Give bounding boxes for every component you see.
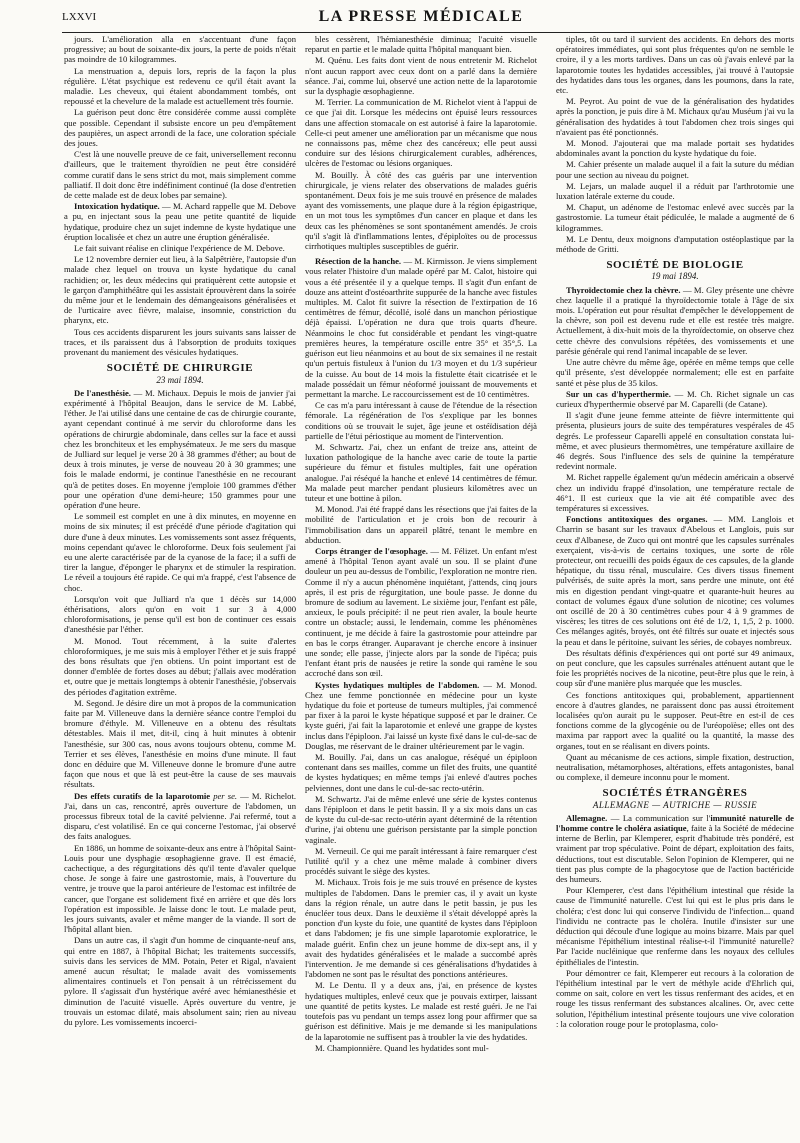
header-rule [62, 32, 780, 33]
paragraph: Il s'agit d'une jeune femme atteinte de fièvre intermittente qui présenta, plusieurs jours de suite des températures vespérales de 45 degrés. Le professeur Caparelli appelé en consultation constata lui-même, et avec plusieurs thermomètres, une température axillaire de 46 degrés. Sous l'influence des sels de quinine la température redevint normale. [556, 410, 794, 472]
paragraph-text: — La communication sur l' [610, 812, 711, 823]
paragraph: M. Championnière. Quand les hydatides sont mul- [315, 1042, 489, 1053]
paragraph: M. Terrier. La communication de M. Richelot vient à l'appui de ce que j'ai dit. Lorsque les médecins ont épuisé leurs ressources dans une affection stomacale on est autorisé à faire la laparotomie. Celle-ci peut amener une amélioration par un mécanisme que nous ne connaissons pas, même chez des cancéreux; elle peut aussi conduire sur des lésions chirurgicalement curables, adhérences, ulcères de l'estomac ou lésions organiques. [305, 97, 537, 169]
paragraph: M. Bouilly. J'ai, dans un cas analogue, réséqué un épiploon contenant dans ses mailles, comme un filet des fruits, une quantité de kystes hydatiques; en même temps j'ai enlevé d'autres poches pelviennes, dont une dans le cul-de-sac recto-utérin. [305, 752, 537, 793]
paragraph: M. Schwartz. J'ai de même enlevé une série de kystes contenus dans l'épiploon et dans le petit bassin. Il y a six mois dans un cas de kyste du cul-de-sac recto-utérin ayant déterminé de la rétention d'urine, j'ai obtenu une guérison persistante par la simple ponction vaginale. [305, 793, 537, 845]
paragraph: Pour Klemperer, c'est dans l'épithélium intestinal que réside la cause de l'immunité naturelle. C'est lui qui est le plus pris dans le choléra; c'est donc lui qui conserve l'individu de l'infection... quand l'individu ne contracte pas le choléra. Inutile d'insister sur une déduction qui découle d'une logique au moins bizarre. Mais par quel mécanisme l'épithélium intestinal réalise-t-il l'immunité naturelle? Par l'acide nucléinique que renferme dans les noyaux des cellules épithéliales de l'intestin. [556, 885, 794, 967]
paragraph [556, 514, 794, 647]
paragraph-text: — M. Richelot. J'ai, dans un cas, rencontré, après ouverture de l'abdomen, un processus fibreux total de la cavité pelvienne. J'ai refermé, tout a disparu, c'est volatilisé. En ce qui concerne l'estomac, j'ai observé des faits analogues. [64, 790, 296, 842]
paragraph-text: — M. Ch. Richet signale un cas curieux d'hyperthermie observé par M. Caparelli (de Catane). [556, 388, 794, 409]
section-date: 23 mai 1894. [156, 374, 204, 385]
paragraph: bles cessèrent, l'hémianesthésie diminua; l'acuité visuelle reparut en partie et le malade quitta l'hôpital manquant bien. [305, 34, 537, 55]
paragraph [556, 813, 794, 884]
paragraph: Des résultats définis d'expériences qui ont porté sur 49 animaux, on peut conclure, que les capsules surrénales atténuent autant que le foie les propriétés nocives de la nicotine, peut-être plus que le rein, à coup sûr d'une manière plus marquée que les muscles. [556, 647, 794, 689]
paragraph: M. Chaput, un adénome de l'estomac enlevé avec succès par la gastrostomie. La tumeur était pédiculée, le malade a augmenté de 6 kilogrammes. [556, 202, 794, 233]
paragraph [64, 201, 296, 242]
paragraph: Dans un autre cas, il s'agit d'un homme de cinquante-neuf ans, qui entre en 1887, à l'hôpital Bichat; les traitements successifs, suivis dans les services de MM. Potain, Peter et Rigal, n'avaient amené aucun résultat; le malade avait des vomissements alimentaires continuels et l'on pensait à un rétrécissement du pylore. Il s'agissait d'un hystérique avéré avec hémianesthésie et diminution de l'acuité visuelle. Après ouverture du ventre, je trouvais un estomac dilaté, mais absolument sain; rien au niveau du pylore. Les vomissements incoerci- [64, 935, 296, 1028]
paragraph: M. Peyrot. Au point de vue de la généralisation des hydatides après la ponction, je puis dire à M. Michaux qu'au Muséum j'ai vu la généralisation des hydatides à tout l'abdomen chez trois singes qui n'avaient pas été ponctionnés. [556, 96, 794, 137]
paragraph-text: — M. Michaux. Depuis le mois de janvier j'ai expérimenté à l'hôpital Beaujon, dans le service de M. Labbé, l'éther. Je l'ai utilisé dans une centaine de cas de chirurgie courante, ayant cependant continué à me servir du chloroforme dans les opérations de chirurgie abdominale, dans celles sur la face et aussi chez les bronchiteux et les emphysémateux. Je me sers du masque de Julliard sur lequel je verse 20 à 38 grammes d'éther; au bout de deux à trois minutes, je verse de nouveau 20 à 30 grammes; une fois le malade endormi, je continue l'anesthésie en ne recourant qu'à de petites doses. En moyenne j'emploie 100 grammes d'éther pour une opération d'une demi-heure; 150 grammes pour une opération d'une heure. [64, 387, 296, 510]
paragraph [556, 285, 794, 356]
section-title: SOCIÉTÉS ÉTRANGÈRES [602, 787, 748, 800]
paragraph: M. Monod. J'ai été frappé dans les résections que j'ai faites de la mobilité de l'articulation et je crois bon de recourir à l'immobilisation dans un appareil plâtré, tenant le membre en abduction. [305, 504, 537, 545]
article-heading: immunité naturelle de l'homme contre le choléra asiatique [556, 812, 794, 834]
paragraph-text: — M. Kirmisson. Je viens simplement vous relater l'histoire d'un malade opéré par M. Calot, histoire qui vous a été présentée il y a quelque temps. Il s'agit d'un enfant de douze ans atteint d'ostéoarthrite suppurée de la hanche avec fistules multiples. M. Calot fit suivre la résection de l'extirpation de 16 centimètres de fémur, décollé, isolé dans un manchon périostique déjà épaissi. L'opération ne dura que trois quarts d'heure. Néanmoins le choc fut considérable et pendant les vingt-quatre premières heures, la température oscille entre 35° et 35°,5. La guérison eut lieu néanmoins et au bout de six semaines il ne restait qu'un pertuis fistuleux à l'union du 1/3 moyen et du 1/3 supérieur de la cuisse. Au bout de 14 mois la fistulette était cicatrisée et le malade possédait un fémur néoformé jouissant de mouvements et permettant la marche. Le raccourcissement est de 10 centimètres. [305, 256, 537, 399]
paragraph [305, 546, 537, 679]
column-2 [305, 34, 537, 1139]
paragraph: La guérison peut donc être considérée comme aussi complète que possible. Cependant il subsiste encore un peu d'empâtement des paupières, un aspect arrondi de la face, une coloration spéciale des joues. [64, 107, 296, 149]
paragraph-text: — MM. Langlois et Charrin se basant sur les travaux d'Abelous et Langlois, puis sur ceux d'Albanese, de Zuco qui ont montré que les capsules surrénales exerçaient, vis-à-vis de certains toxiques, une sorte de rôle protecteur, ont recueilli des poids égaux de ces capsules, de la glande hépatique, du tissu rénal, musculaire. Ces divers tissus finement pulvérisés, de suite après la mort, sans perdre une minute, ont été mis en digestion pendant vingt-quatre et quarante-huit heures au contact de volumes égaux d'une solution de nicotine; ces volumes ont oscillé de 20 à 30 centimètres cubes pour 4 à 9 grammes de viscères; les titres de ces solutions ont été de 1/2, 1, 1,5, 2 p. 1000. Ces mélanges agités, broyés, ont été filtrés sur ouate et injectés sous la peau et dans le péritoine, suivant les séries, de cobayes nombreux. [556, 514, 794, 647]
article-heading: Résection de la hanche. [315, 256, 402, 267]
article-heading: Corps étranger de l'œsophage. [315, 545, 428, 556]
section-date: 19 mai 1894. [651, 271, 699, 282]
paragraph: M. Segond. Je désire dire un mot à propos de la communication faite par M. Villeneuve dans la dernière séance contre l'emploi du bromure d'éthyle. M. Villeneuve en a obtenu des résultats détestables. Mais il met, dit-il, cinq à huit minutes à obtenir l'anesthésie, sur 300 cas, nous avons toujours obtenu, comme M. Terrier et ses élèves, l'anesthésie en moins d'une minute. Il faut donc en déduire que M. Villeneuve donne le bromure d'une autre façon que nous et que là est peut-être la cause de ses mauvais résultats. [64, 697, 296, 790]
article-heading: Fonctions antitoxiques des organes. [566, 514, 708, 525]
paragraph: Tous ces accidents disparurent les jours suivants sans laisser de traces, et ils paraissent dus à l'absorption de produits toxiques provenant du maniement des vésicules hydatiques. [64, 326, 296, 358]
page-number: LXXVI [62, 11, 97, 23]
paragraph: M. Bouilly. À côté des cas guéris par une intervention chirurgicale, je viens relater des observations de malades guéris spontanément. Deux fois je me suis trouvé en présence de malades ayant des vomissements, une plaque dure à la région épigastrique, en un mot tous les symptômes d'un cancer en plaque et dans les deux cas les phénomènes se sont spontanément amendés. Je crois qu'il s'agit là d'inflammations lentes, d'épiploïtes ou de processus cirrhotiques multiples susceptibles de guérir. [305, 169, 537, 252]
paragraph: Le 12 novembre dernier eut lieu, à la Salpêtrière, l'autopsie d'un malade chez lequel on trouva un kyste hydatique du canal rachidien; or, les deux médecins qui pratiquèrent cette autopsie et le garçon d'amphithéâtre qui les assistait éprouvèrent dans la soirée du même jour et le lendemain des démangeaisons généralisées et de l'urticaire avec fièvre, malaise, insomnie, constriction du pharynx, etc. [64, 254, 296, 326]
section-subtitle: ALLEMAGNE — AUTRICHE — RUSSIE [592, 799, 758, 810]
heading-italic: per se. [213, 790, 238, 801]
paragraph: Lorsqu'on voit que Julliard n'a que 1 décès sur 14,000 éthérisations, alors qu'on en voit 1 sur 3 à 4,000 chloroformisations, je pense qu'il est bon de continuer ces essais d'anesthésie par l'éther. [64, 593, 296, 635]
paragraph [64, 791, 296, 842]
paragraph: En 1886, un homme de soixante-deux ans entre à l'hôpital Saint-Louis pour une dysphagie œsophagienne grave. Il est émacié, cachectique, a des régurgitations dès qu'il tente d'avaler quelque chose. Je songe à faire une gastrostomie, mais, à l'ouverture du ventre, je trouve que la paroi antérieure de l'estomac est infiltrée de cancer, que l'organe est solidement fixé en arrière et que dès lors l'opération est impossible. Je laisse donc le tout. Le malade peut, les jours suivants, avaler et même manger de la viande. Il sort de l'hôpital allant bien. [64, 842, 296, 935]
page-header [62, 8, 780, 28]
paragraph [64, 388, 296, 510]
article-heading: Des effets curatifs de la laparotomie [74, 790, 211, 801]
paragraph [305, 256, 537, 399]
paragraph-text: — M. Achard rappelle que M. Debove a pu, en injectant sous la peau une petite quantité de liquide hydatique, produire chez un sujet indemne de kyste hydatique une éruption localisée et chez un autre une éruption généralisée. [64, 201, 296, 242]
paragraph: M. Verneuil. Ce qui me paraît intéressant à faire remarquer c'est l'utilité qu'il y a chez une même malade à combiner divers procédés suivant le siège des kystes. [305, 845, 537, 877]
paragraph: M. Monod. J'ajouterai que ma malade portait ses hydatides abdominales avant la ponction du kyste hydatique du foie. [556, 138, 794, 159]
paragraph: Pour démontrer ce fait, Klemperer eut recours à la coloration de l'épithélium intestinal par le vert de méthyle acide d'Ehrlich qui, comme on sait, colore en vert les tissus renfermant des acides, et en rouge les tissus renfermant des substances alcalines. Or, avec cette solution, l'épithélium intestinal présente toujours une vive coloration : la coloration rouge pour le protoplasma, colo- [556, 967, 794, 1029]
paragraph: C'est là une nouvelle preuve de ce fait, universellement reconnu d'ailleurs, que le traitement thyroïdien ne peut être considéré comme curatif dans le sens strict du mot, mais simplement comme palliatif. Il doit donc être indéfiniment continué (la dose d'entretien de cette malade est de deux lobes par semaine). [64, 149, 296, 201]
paragraph: Le fait suivant réalise en clinique l'expérience de M. Debove. [74, 243, 285, 254]
paragraph-text: , faite à la Société de médecine interne de Berlin, par Klemperer, esprit d'habitude très pondéré, est vraiment par trop spéculative. Point de départ, exploitation des faits, déductions, tout est discutable. Selon l'opinion de Klemperer, qui ne tient pas plus compte de la phagocytose que de l'action bactéricide des humeurs. [556, 823, 794, 885]
column-3 [556, 34, 794, 1139]
column-1 [64, 34, 296, 1139]
section-title: SOCIÉTÉ DE CHIRURGIE [106, 362, 254, 375]
paragraph-text: — M. Gley présente une chèvre chez laquelle il a pratiqué la thyroïdectomie totale à l'âge de six mois. L'opération eut pour résultat d'empêcher le développement de la chèvre, son poil est devenu rude et elle est restée très maigre. Actuellement, à dix-huit mois de la thyroïdectomie, on observe chez cette chèvre des convulsions répétées, des vomissements et une parésie générale qui rend l'animal incapable de se lever. [556, 284, 794, 356]
paragraph-text: — M. Monod. Chez une femme ponctionnée en médecine pour un kyste hydatique du foie et porteuse de tumeurs multiples, j'ai commencé par fixer à la paroi le kyste hépatique supposé et par le drainer. Ce kyste guéri, j'ai fait la laparotomie et enlevé une grappe de kystes inclus dans l'épiploon. J'ai laissé un kyste fixé dans le cul-de-sac de Douglas, me réservant de le drainer ultérieurement par le vagin. [305, 679, 537, 751]
article-heading: Sur un cas d'hyperthermie. [566, 388, 671, 399]
paragraph: M. Richet rappelle également qu'un médecin américain a observé chez un individu frappé d'insolation, une température rectale de 46°1. Il est curieux que la vie ait été compatible avec des températures si excessives. [556, 472, 794, 513]
article-heading: Kystes hydatiques multiples de l'abdomen. [315, 679, 480, 690]
paragraph: M. Le Dentu, deux moignons d'amputation ostéoplastique par la méthode de Gritti. [556, 233, 794, 255]
article-heading: Thyroïdectomie chez la chèvre. [566, 284, 681, 295]
paragraph: Ce cas m'a paru intéressant à cause de l'étendue de la résection fémorale. La régénération de l'os s'explique par les bonnes conditions où se trouvait le sujet, âge jeune et ostéïdisation déjà partielle de l'étui périostique au moment de l'intervention. [305, 400, 537, 441]
section-title: SOCIÉTÉ DE BIOLOGIE [606, 259, 744, 272]
paragraph: M. Le Dentu. Il y a deux ans, j'ai, en présence de kystes hydatiques multiples, enlevé ceux que je pouvais extirper, laissant une quantité de petits kystes. Le malade est resté guéri. Je ne l'ai toutefois pas vu pendant un temps assez long pour affirmer que sa guérison est définitive. Mais je me demande si les manipulations de la laparotomie ne suffisent pas à troubler la vie des hydatides. [305, 980, 537, 1042]
journal-title: LA PRESSE MÉDICALE [318, 8, 524, 25]
article-heading: De l'anesthésie. [74, 387, 131, 398]
paragraph: Ces fonctions antitoxiques qui, probablement, appartiennent encore à d'autres glandes, ne paraissent donc pas aussi étroitement localisées qu'on aurait pu le supposer. Peut-être en est-il de ces fonctions comme de la glycogénie ou de l'uréopoïèse; elles ont des maxima par rapport avec la qualité ou la quantité, la masse des organes, tout en se réalisant en divers points. [556, 689, 794, 751]
paragraph: M. Monod. Tout récemment, à la suite d'alertes chloroformiques, je me suis mis à employer l'éther et je suis frappé des bons résultats que j'en obtiens. Un point important est de donner d'emblée de fortes doses au début; j'allais avec modération et, outre que je mettais longtemps à obtenir l'anesthésie, j'observais des périodes d'agitation extrême. [64, 635, 296, 697]
paragraph: M. Quénu. Les faits dont vient de nous entretenir M. Richelot n'ont aucun rapport avec ceux dont on a parlé dans la dernière séance. J'ai, comme lui, observé une action nette de la laparotomie sur la dysphagie œsophagienne. [305, 55, 537, 97]
paragraph: M. Cahier présente un malade auquel il a fait la suture du médian pour une section au niveau du poignet. [556, 159, 794, 180]
paragraph: M. Schwartz. J'ai, chez un enfant de treize ans, atteint de luxation pathologique de la hanche avec carie de toute la partie supérieure du fémur et fistules multiples, fait une opération analogue. J'ai réséqué la hanche et enlevé 14 centimètres de fémur. Ma malade peut marcher pendant plusieurs kilomètres avec un tuteur et une bottine à pilon. [305, 441, 537, 503]
paragraph: Le sommeil est complet en une à dix minutes, en moyenne en moins de six minutes; il est précédé d'une période d'agitation qui dure d'une à deux minutes. Les vomissements sont assez fréquents, moins cependant qu'avec le chloroforme. Deux fois seulement j'ai eu une alerte caractérisée par de la cyanose de la face; il a suffi de tirer la langue, d'éponger le pharynx et de stimuler la respiration. Le réveil a toujours été rapide. Ce qui m'a frappé, c'est l'absence de choc. [64, 511, 296, 593]
paragraph: La menstruation a, depuis lors, repris de la façon la plus régulière. L'état psychique est redevenu ce qu'il était avant la maladie. Les cheveux, qui étaient abondamment tombés, ont repoussé et la chevelure de la malade est actuellement très fournie. [64, 65, 296, 107]
paragraph: Quant au mécanisme de ces actions, simple fixation, destruction, neutralisation, métamorphoses, altérations, effets antagonistes, banal ou complexe, il demeure inconnu pour le moment. [556, 751, 794, 783]
paragraph-text: — M. Félizet. Un enfant m'est amené à l'hôpital Tenon ayant avalé un sou. Il se plaint d'une douleur un peu au-dessus de l'ombilic, l'exploration ne montre rien. Comme il n'y a aucun phénomène inquiétant, j'attends, cinq jours après, il est pris de régurgitation, une boule passe. Je donne du bromure de sodium au lavement. Le sixième jour, l'enfant est pâle, anxieux, le pouls précipité: il ne peut rien avaler, la boule heurte contre un obstacle; aussi, le lendemain, comme les phénomènes continuent, je me décide à faire la gastrostomie pour atteindre par en bas le corps étranger. Auparavant je cherche encore à insinuer une sonde; elle passe, j'injecte alors par la sonde de l'ipéca; puis l'enfant étant pris de nausées je retire la sonde qui ramène le sou accroché dans son œil. [305, 545, 537, 679]
paragraph: M. Lejars, un malade auquel il a réduit par l'arthrotomie une luxation latérale externe du coude. [556, 180, 794, 202]
paragraph: jours. L'amélioration alla en s'accentuant d'une façon progressive; au bout de soixante-dix jours, la perte de poids n'était pas moindre de 10 kilogrammes. [64, 34, 296, 65]
paragraph [305, 680, 537, 751]
article-heading: Intoxication hydatique. [74, 201, 160, 212]
country-heading: Allemagne. [566, 812, 608, 823]
paragraph: M. Michaux. Trois fois je me suis trouvé en présence de kystes multiples de l'abdomen. Dans le premier cas, il y avait un kyste dans la région rénale, un autre dans le petit bassin, je pus les énucléer tous deux. Dans le deuxième il s'était développé après la ponction d'un kyste du foie, une quantité de kystes dans l'épiploon et dans l'abdomen; je fis une simple laparotomie exploratrice, le malade guérit. Enfin chez un jeune homme de dix-sept ans, il y avait des hydatides généralisées et le malade a succombé après l'intervention. Je me demande si ces généralisations d'hydatides à l'abdomen ne sont pas le résultat des ponctions antérieures. [305, 877, 537, 980]
paragraph [556, 389, 794, 409]
paragraph: tiples, tôt ou tard il survient des accidents. En dehors des morts opératoires immédiates, qui sont plus fréquentes qu'on ne semble le croire, il y a les morts tardives. Dans un cas où j'avais enlevé par la laparotomie toutes les hydatides accessibles, j'ai trouvé à l'autopsie des hydatides dans tous les organes, dans les poumons, dans la rate, etc. [556, 34, 794, 96]
paragraph: Une autre chèvre du même âge, opérée en même temps que celle qu'il présente, s'est développée normalement; elle est en parfaite santé et pèse plus de 35 kilos. [556, 357, 794, 388]
